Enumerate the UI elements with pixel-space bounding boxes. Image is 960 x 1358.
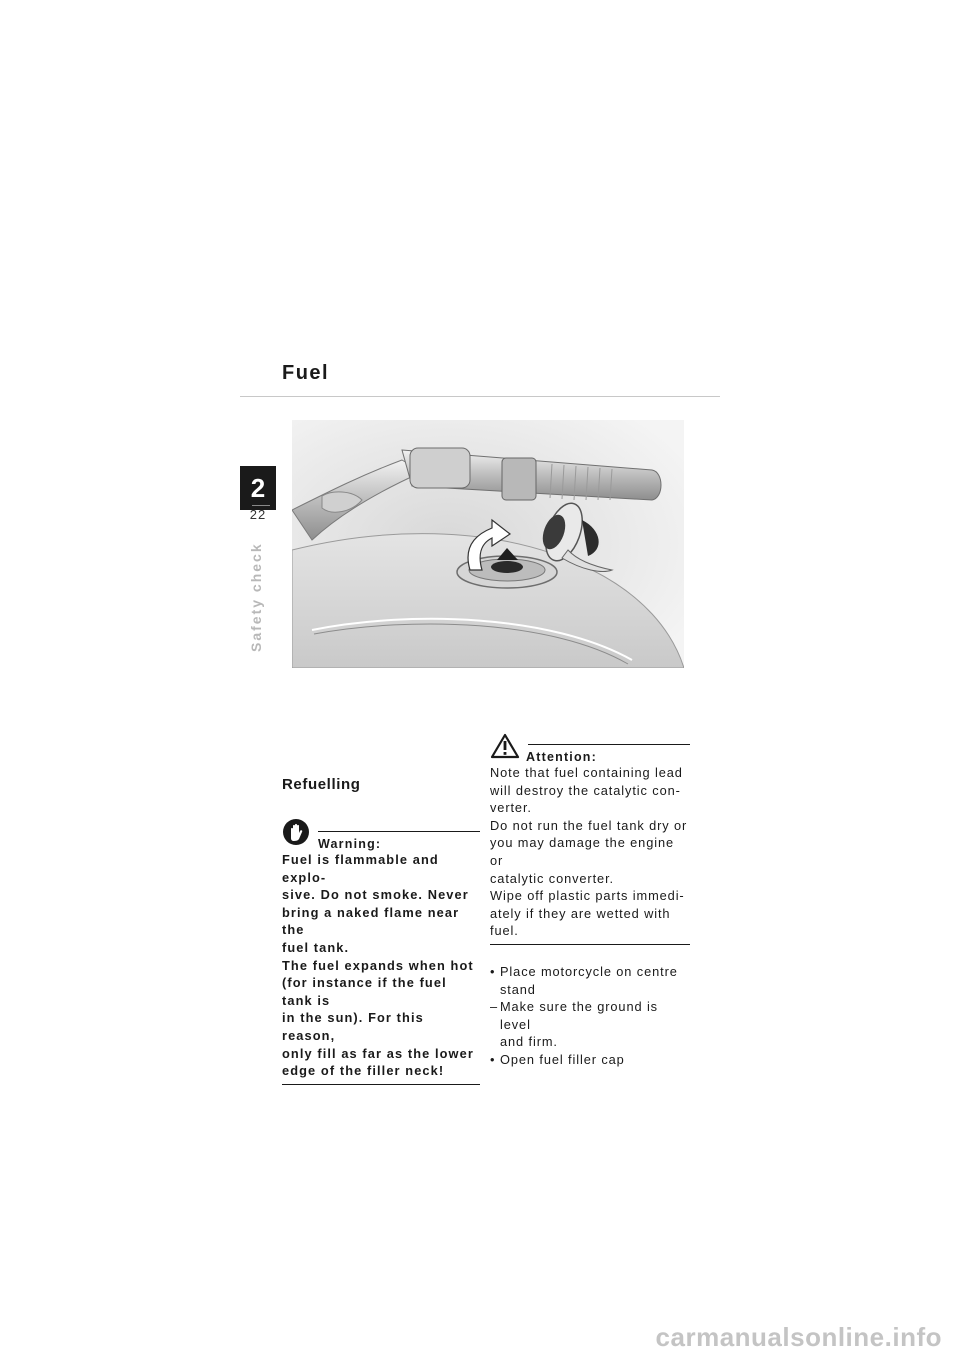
warning-line: only fill as far as the lower [282, 1045, 474, 1061]
site-watermark: carmanualsonline.info [655, 1322, 942, 1352]
warning-line: (for instance if the fuel tank is [282, 975, 447, 1008]
attention-line: will destroy the catalytic con- [490, 782, 681, 798]
step-text: Make sure the ground is level [500, 999, 658, 1032]
fuel-filler-cap-illustration [292, 420, 684, 668]
list-item [490, 998, 690, 1051]
warning-line: fuel tank. [282, 939, 350, 955]
warning-line: bring a naked flame near the [282, 904, 460, 938]
list-item [490, 1051, 690, 1069]
warning-line: Fuel is flammable and explo- [282, 852, 439, 885]
step-text: and firm. [500, 1034, 558, 1050]
bullet-mark: • [490, 963, 496, 979]
warning-text [282, 851, 480, 1085]
attention-line: Do not run the fuel tank dry or [490, 817, 688, 833]
attention-section [490, 730, 690, 1069]
chapter-tab: 2 [240, 466, 276, 510]
warning-line: in the sun). For this reason, [282, 1010, 424, 1043]
attention-rule [528, 744, 690, 745]
chapter-side-label: Safety check [248, 542, 264, 652]
bullet-mark: • [490, 1051, 496, 1067]
attention-line: Note that fuel containing lead [490, 765, 683, 780]
attention-line: catalytic converter. [490, 870, 614, 886]
section-heading: Refuelling [282, 776, 361, 793]
refuelling-section [282, 776, 480, 1085]
attention-line: verter. [490, 800, 532, 816]
attention-text [490, 764, 690, 945]
page-title: Fuel [282, 362, 330, 384]
warning-line: sive. Do not smoke. Never [282, 887, 469, 903]
warning-rule [318, 831, 480, 832]
warning-line: edge of the filler neck! [282, 1063, 445, 1079]
list-item [490, 963, 690, 998]
chapter-divider [252, 505, 270, 506]
attention-header [490, 730, 690, 764]
step-text: stand [500, 981, 536, 997]
warning-label: Warning: [318, 837, 382, 851]
exclamation-triangle-icon [490, 733, 520, 764]
title-divider [240, 396, 720, 397]
attention-line: Wipe off plastic parts immedi- [490, 888, 685, 904]
attention-line: you may damage the engine or [490, 835, 674, 868]
stop-hand-icon [282, 818, 310, 851]
step-text: Place motorcycle on centre [500, 963, 678, 979]
dash-mark: – [490, 999, 499, 1015]
procedure-steps [490, 963, 690, 1069]
step-text: Open fuel filler cap [500, 1051, 625, 1067]
warning-header [282, 817, 480, 851]
warning-line: The fuel expands when hot [282, 957, 474, 973]
attention-label: Attention: [526, 750, 598, 764]
attention-line: ately if they are wetted with fuel. [490, 905, 671, 939]
page-number: 22 [249, 507, 267, 522]
